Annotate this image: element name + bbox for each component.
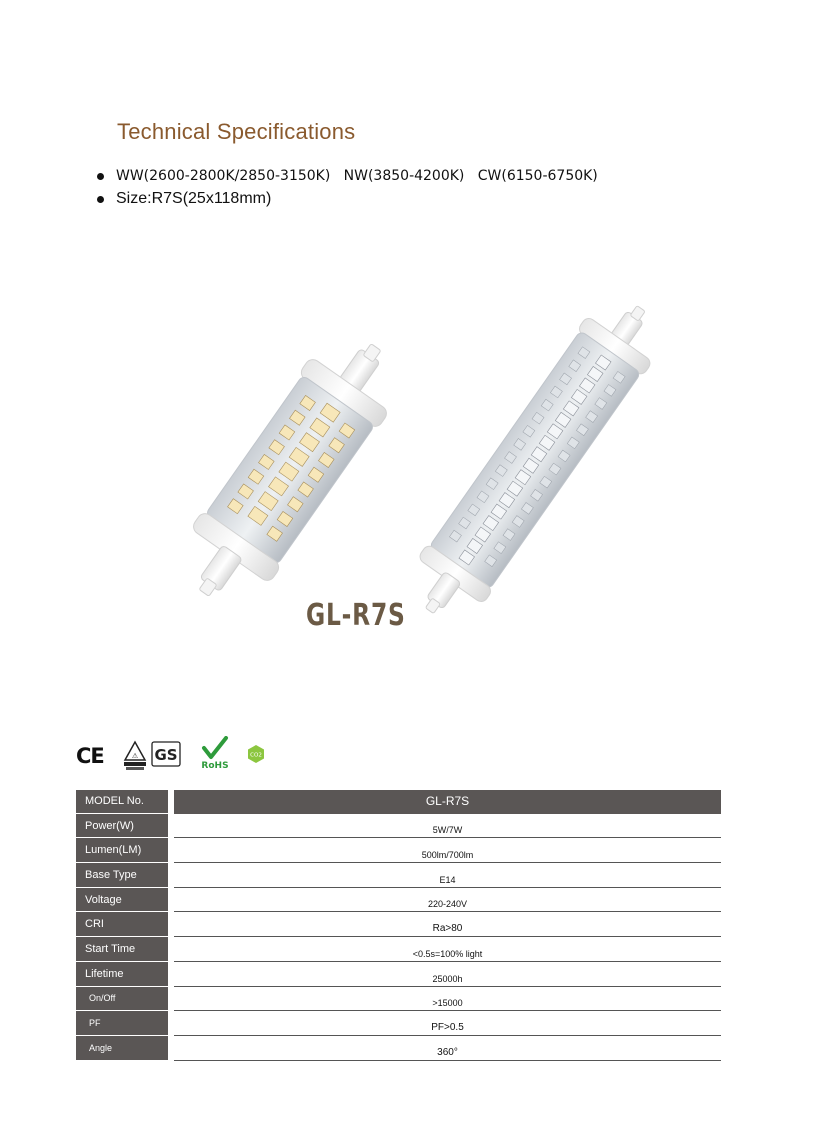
spec-row-cri [76, 912, 721, 937]
spec-value: <0.5s=100% light [174, 937, 721, 962]
spec-row-on-off [76, 987, 721, 1012]
spec-row-voltage [76, 888, 721, 913]
spec-value: 5W/7W [174, 814, 721, 839]
spec-header-label: MODEL No. [76, 790, 168, 814]
spec-value: >15000 [174, 987, 721, 1012]
bullet-icon [97, 173, 104, 180]
product-model-caption: GL-R7S [306, 598, 406, 633]
spec-label: On/Off [76, 987, 168, 1012]
spec-label: PF [76, 1011, 168, 1036]
spec-label: Base Type [76, 863, 168, 888]
spec-value: 25000h [174, 962, 721, 987]
spec-label: Voltage [76, 888, 168, 913]
gs-safety-mark-icon [122, 740, 184, 772]
size-bullet [97, 190, 271, 208]
product-image [180, 300, 680, 640]
spec-value: 500lm/700lm [174, 838, 721, 863]
bullet-icon [97, 196, 104, 203]
spec-table [76, 790, 721, 1061]
spec-value: 360° [174, 1036, 721, 1061]
spec-label: Power(W) [76, 814, 168, 839]
spec-row-start-time [76, 937, 721, 962]
spec-row-base-type [76, 863, 721, 888]
spec-label: CRI [76, 912, 168, 937]
spec-label: Lumen(LM) [76, 838, 168, 863]
size-text: Size:R7S(25x118mm) [116, 190, 272, 207]
spec-label: Lifetime [76, 962, 168, 987]
spec-value: E14 [174, 863, 721, 888]
spec-row-pf [76, 1011, 721, 1036]
spec-label: Start Time [76, 937, 168, 962]
co2-eco-mark-icon [246, 744, 266, 764]
svg-text:CO2: CO2 [250, 752, 262, 759]
spec-row-angle [76, 1036, 721, 1061]
spec-label: Angle [76, 1036, 168, 1061]
short-lamp [180, 320, 415, 621]
page-title: Technical Specifications [117, 119, 356, 144]
long-lamp [397, 300, 674, 634]
color-temperature-text: WW(2600-2800K/2850-3150K) NW(3850-4200K) CW(6150-6750K) [116, 168, 598, 184]
spec-value: PF>0.5 [174, 1011, 721, 1036]
ce-mark-icon: CE [76, 744, 104, 768]
spec-header-value: GL-R7S [174, 790, 721, 814]
color-temperature-bullet [97, 168, 598, 184]
spec-value: 220-240V [174, 888, 721, 913]
svg-text:⚠: ⚠ [131, 752, 139, 760]
spec-row-lifetime [76, 962, 721, 987]
spec-row-lumen [76, 838, 721, 863]
spec-row-power [76, 814, 721, 839]
spec-value: Ra>80 [174, 912, 721, 937]
svg-text:RoHS: RoHS [201, 761, 229, 771]
svg-text:GS: GS [154, 746, 178, 764]
spec-table-header [76, 790, 721, 814]
rohs-mark-icon [198, 736, 232, 772]
